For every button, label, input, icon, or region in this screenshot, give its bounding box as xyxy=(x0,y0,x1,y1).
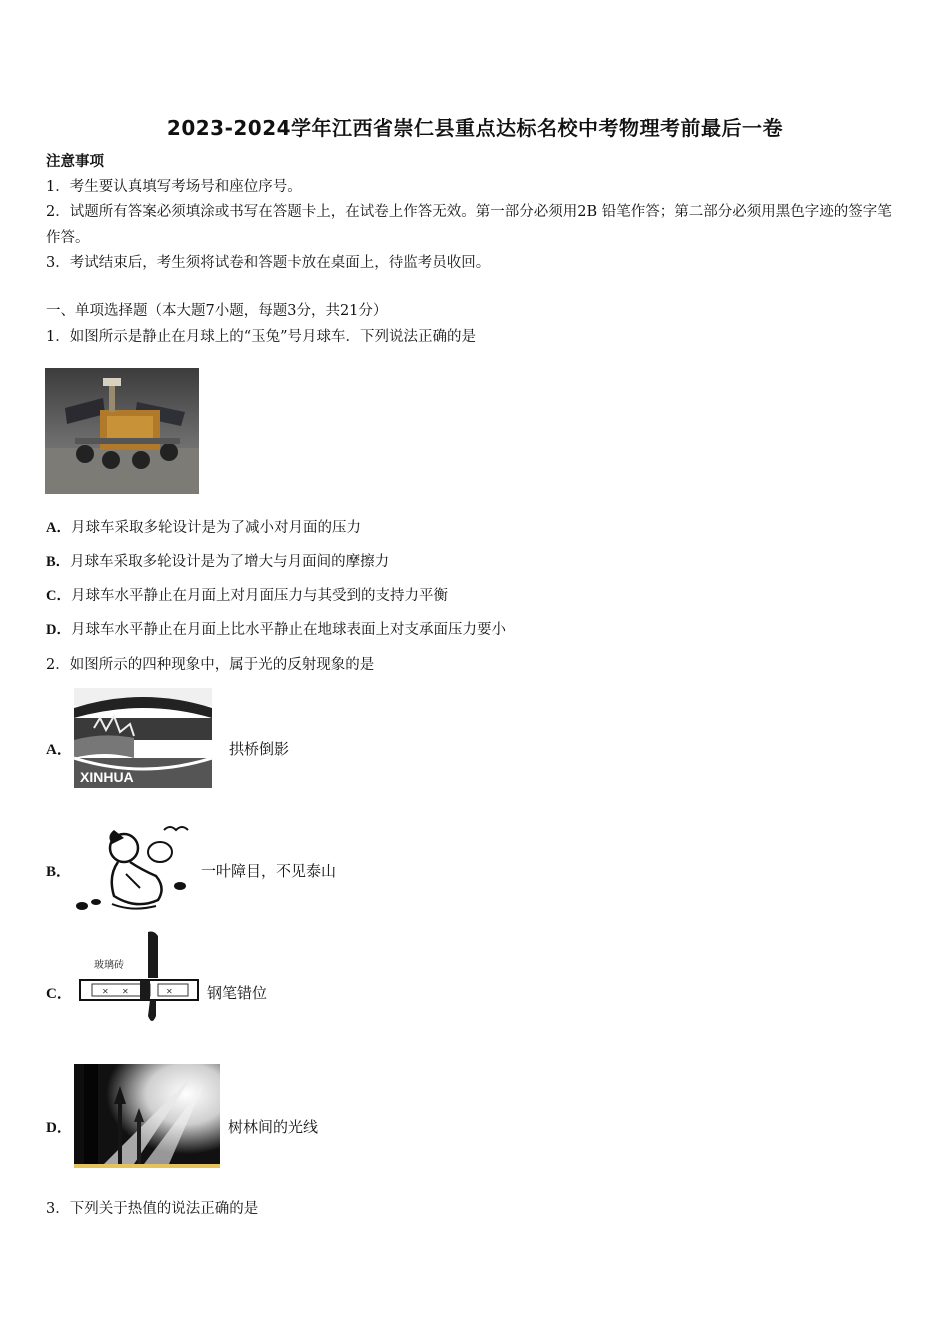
q2-option-c-caption: 钢笔错位 xyxy=(207,984,268,1002)
arch-bridge-reflection-image xyxy=(74,688,212,788)
leaf-over-eye-image xyxy=(72,822,192,914)
q2-option-a-caption: 拱桥倒影 xyxy=(229,740,290,758)
q2-option-d-caption: 树林间的光线 xyxy=(228,1118,319,1136)
q2-option-b-caption: 一叶障目，不见泰山 xyxy=(201,862,337,880)
notice-heading: 注意事项 xyxy=(46,153,104,170)
question-3-stem: 3．下列关于热值的说法正确的是 xyxy=(46,1201,259,1217)
moon-rover-image xyxy=(45,368,199,494)
q2-option-b-letter: B． xyxy=(46,864,72,880)
xinhua-watermark: XINHUA xyxy=(80,769,134,785)
svg-text:✕: ✕ xyxy=(166,987,173,996)
q2-option-d-letter: D． xyxy=(46,1120,72,1136)
notice-item-1: 1．考生要认真填写考场号和座位序号。 xyxy=(46,179,302,195)
q2-option-c-letter: C． xyxy=(46,986,72,1002)
svg-text:✕: ✕ xyxy=(102,987,109,996)
forest-light-beams-image xyxy=(74,1064,220,1168)
q1-option-c: C．月球车水平静止在月面上对月面压力与其受到的支持力平衡 xyxy=(46,588,448,604)
glass-brick-label: 玻璃砖 xyxy=(94,960,124,971)
q2-option-a-letter: A． xyxy=(46,742,72,758)
notice-item-3: 3．考试结束后，考生须将试卷和答题卡放在桌面上，待监考员收回。 xyxy=(46,255,491,271)
notice-item-2: 2．试题所有答案必须填涂或书写在答题卡上，在试卷上作答无效。第一部分必须用2B 铅笔作答；第二部分必须用黑色字迹的签字笔作答。 xyxy=(46,204,892,246)
question-2-stem: 2．如图所示的四种现象中，属于光的反射现象的是 xyxy=(46,657,375,673)
question-1-stem: 1．如图所示是静止在月球上的“玉兔”号月球车．下列说法正确的是 xyxy=(46,329,477,345)
q1-option-b: B．月球车采取多轮设计是为了增大与月面间的摩擦力 xyxy=(46,554,390,570)
section-heading: 一、单项选择题（本大题7小题，每题3分，共21分） xyxy=(46,303,388,319)
page-title: 2023-2024学年江西省崇仁县重点达标名校中考物理考前最后一卷 xyxy=(166,116,784,140)
svg-text:✕: ✕ xyxy=(122,987,129,996)
q1-option-a: A．月球车采取多轮设计是为了减小对月面的压力 xyxy=(46,520,361,536)
q1-option-d: D．月球车水平静止在月面上比水平静止在地球表面上对支承面压力要小 xyxy=(46,622,506,638)
pen-behind-glass-brick-image xyxy=(76,930,200,1026)
